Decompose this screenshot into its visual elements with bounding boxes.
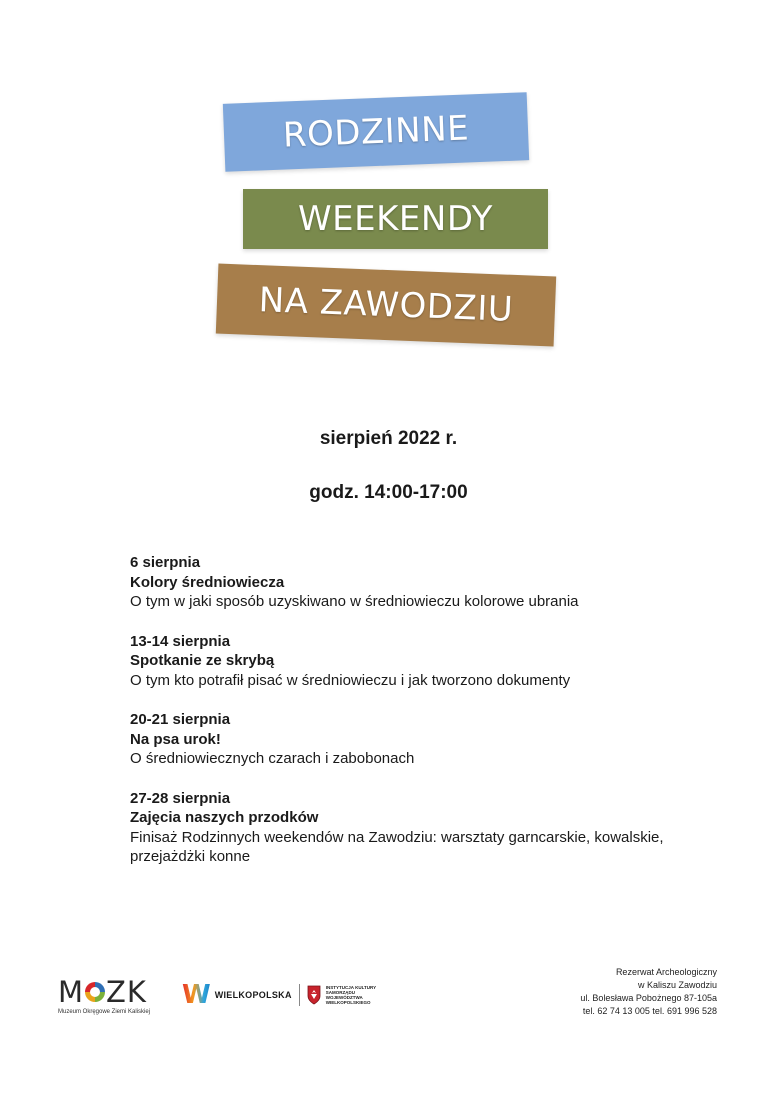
wielkopolska-logo xyxy=(182,982,386,1008)
title-banner-na-zawodziu: NA ZAWODZIU xyxy=(216,264,556,347)
event-description: Finisaż Rodzinnych weekendów na Zawodziu: warsztaty garncarskie, kowalskie, przejażdżki konne xyxy=(130,828,664,865)
address-block xyxy=(580,966,717,1018)
address-line: w Kaliszu Zawodziu xyxy=(637,980,717,990)
title-banner-weekendy: WEEKENDY xyxy=(243,189,548,249)
event-title: Kolory średniowiecza xyxy=(130,573,285,591)
event-list xyxy=(130,553,730,887)
logo-divider xyxy=(299,984,300,1006)
wielkopolska-label: WIELKOPOLSKA xyxy=(214,990,292,1000)
address-phones: tel. 62 74 13 005 tel. 691 996 528 xyxy=(582,1006,717,1016)
event-description: O tym kto potrafił pisać w średniowieczu i jak tworzono dokumenty xyxy=(130,671,571,689)
event-description: O średniowiecznych czarach i zabobonach xyxy=(130,750,415,767)
event-date: 6 sierpnia xyxy=(130,554,201,571)
event-item xyxy=(130,632,730,691)
event-hours: godz. 14:00-17:00 xyxy=(309,482,468,503)
mozk-color-ring-icon xyxy=(85,982,105,1002)
event-title: Na psa urok! xyxy=(130,730,221,748)
mozk-logo-zk: ZK xyxy=(106,975,147,1009)
title-banner-rodzinne: RODZINNE xyxy=(223,92,529,172)
mozk-logo xyxy=(58,977,168,1015)
event-description: O tym w jaki sposób uzyskiwano w średniowieczu kolorowe ubrania xyxy=(130,593,579,610)
institution-label: INSTYTUCJA KULTURY SAMORZĄDU WOJEWÓDZTWA WIELKOPOLSKIEGO xyxy=(325,985,377,1005)
event-title: Zajęcia naszych przodków xyxy=(130,809,319,826)
event-item xyxy=(130,789,730,867)
mozk-subtitle: Muzeum Okręgowe Ziemi Kaliskiej xyxy=(58,1009,151,1015)
event-date: 20-21 sierpnia xyxy=(130,711,231,728)
event-item xyxy=(130,553,730,612)
address-line: Rezerwat Archeologiczny xyxy=(615,967,717,977)
event-title: Spotkanie ze skrybą xyxy=(130,652,275,669)
event-date: 13-14 sierpnia xyxy=(130,632,231,650)
event-month: sierpień 2022 r. xyxy=(319,428,458,449)
event-item xyxy=(130,710,730,769)
wielkopolska-w-icon: W xyxy=(182,980,211,1010)
mozk-logo-m: M xyxy=(58,975,85,1009)
event-date: 27-28 sierpnia xyxy=(130,789,231,807)
eagle-shield-icon xyxy=(307,985,321,1005)
address-line: ul. Bolesława Pobożnego 87-105a xyxy=(580,993,717,1003)
